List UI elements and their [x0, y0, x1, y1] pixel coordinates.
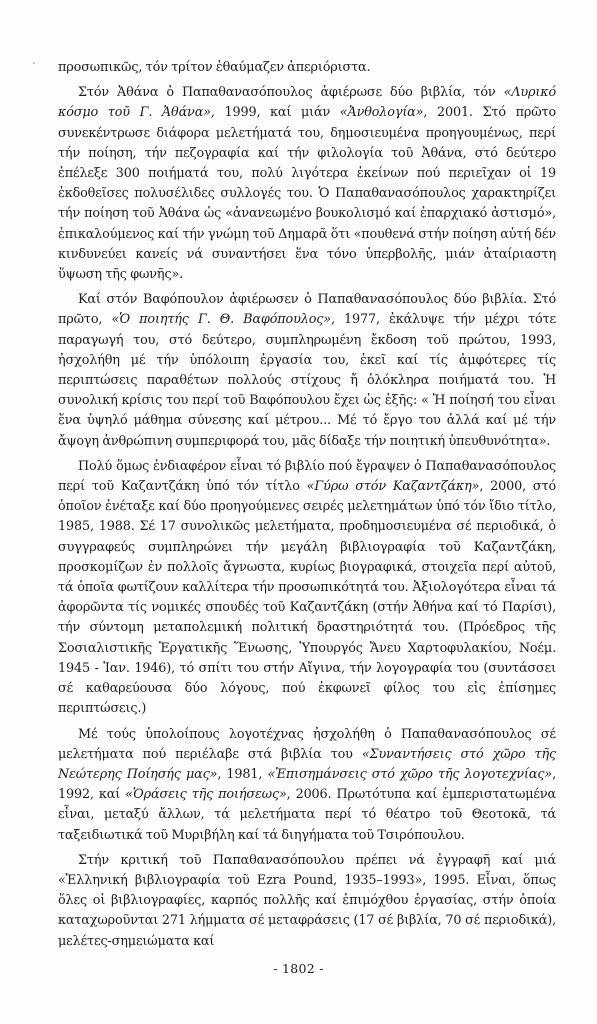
- page-number: - 1802 -: [273, 961, 324, 976]
- book-title: «Ἀνθολογία»: [339, 105, 424, 121]
- book-title: «Ὁράσεις τῆς ποιήσεως»: [125, 787, 287, 803]
- paragraph-1: προσωπικῶς, τόν τρίτον ἐθαύμαζεν ἀπεριόριστα.: [58, 60, 371, 75]
- body-text: [58, 58, 556, 957]
- book-title: «Γύρω στόν Καζαντζάκη»: [306, 479, 480, 495]
- book-title: «Λυρικό κόσμο τοῦ Γ. Ἀθάνα»: [58, 85, 556, 121]
- scan-speck: [33, 62, 35, 64]
- paragraph-5: Μέ τούς ὑπολοίπους λογοτέχνας ἠσχολήθη ὁ Παπαθανασόπουλος σέ μελετήματα πού περιέλαβε στά βιβλία του «Συναντήσεις στό χῶρο τῆς Νεώτερης Ποίησής μας», 1981, «Ἐπισημάνσεις στό χῶρο τῆς λογοτεχνίας», 1992, καί «Ὁράσεις τῆς ποιήσεως», 2006. Πρωτότυπα καί ἐμπεριστατωμένα εἶναι, μεταξύ ἄλλων, τά μελετήματα περί τό θέατρο τοῦ Θεοτοκᾶ, τά ταξειδιωτικά τοῦ Μυριβήλη καί τά διηγήματα τοῦ Τσιρόπουλου.: [58, 726, 556, 843]
- paragraph-6: Στήν κριτική τοῦ Παπαθανασόπουλου πρέπει νά ἐγγραφῆ καί μιά «Ἑλληνική βιβλιογραφία τοῦ Ezra Pound, 1935–1993», 1995. Εἶναι, ὅπως ὅλες οἱ βιβλιογραφίες, καρπός πολλῆς καί ἐπιμόχθου ἐργασίας, στήν ὁποία καταχωροῦνται 271 λήμματα σέ μεταφράσεις (17 σέ βιβλία, 70 σέ περιοδικά), μελέτες-σημειώματα καί: [58, 852, 556, 949]
- book-title: «Ὁ ποιητής Γ. Θ. Βαφόπουλος»: [111, 312, 331, 328]
- paragraph-3: Καί στόν Βαφόπουλον ἀφιέρωσεν ὁ Παπαθανασόπουλος δύο βιβλία. Στό πρῶτο, «Ὁ ποιητής Γ. Θ. Βαφόπουλος», 1977, ἐκάλυψε τήν μέχρι τότε παραγωγή του, στό δεύτερο, συμπληρωμένη ἔκδοση τοῦ πρώτου, 1993, ἠσχολήθη μέ τήν ὑπόλοιπη ἐργασία του, ἐκεῖ καί τίς ἀμφότερες τίς περιπτώσεις παραθέτων πολλούς στίχους ἤ ὁλόκληρα ποιήματά του. Ἡ συνολική κρίσις του περί τοῦ Βαφόπουλου ἔχει ὡς ἑξῆς: « Ἡ ποίησή του εἶναι ἕνα ὑψηλό μάθημα σύνεσης καί μέτρου... Μέ τό ἔργο του ἀλλά καί μέ τήν ἄψογη ἀνθρώπινη συμπεριφορά του, μᾶς δίδαξε τήν ποιητική ὑπευθυνότητα».: [58, 292, 556, 449]
- book-title: «Ἐπισημάνσεις στό χῶρο τῆς λογοτεχνίας»: [267, 766, 553, 782]
- paragraph-2: Στόν Ἀθάνα ὁ Παπαθανασόπουλος ἀφιέρωσε δύο βιβλία, τόν «Λυρικό κόσμο τοῦ Γ. Ἀθάνα», 1999, καί μιάν «Ἀνθολογία», 2001. Στό πρῶτο συνεκέντρωσε διάφορα μελετήματά του, δημοσιευμένα προηγουμένως, περί τήν ποίηση, τήν πεζογραφία καί τήν φιλολογία τοῦ Ἀθάνα, στό δεύτερο ἐπέλεξε 300 ποιήματά του, πολύ λιγότερα ἐκείνων πού περιεῖχαν οἱ 19 ἐκδοθεῖσες πολυσέλιδες συλλογές του. Ὁ Παπαθανασόπουλος χαρακτηρίζει τήν ποίηση τοῦ Ἀθάνα ὡς «ἀνανεωμένο βουκολισμό καί ἐπαρχιακό ἀστισμό», ἐπικαλούμενος καί τήν γνώμη τοῦ Δημαρᾶ ὅτι «πουθενά στήν ποίηση αὐτή δέν κινδυνεύει κανείς νά συναντήσει ἕνα τόνο ὑπερβολῆς, μιάν ἀταίριαστη ὕψωση τῆς φωνῆς».: [58, 85, 557, 283]
- paragraph-4: Πολύ ὅμως ἐνδιαφέρον εἶναι τό βιβλίο πού ἔγραψεν ὁ Παπαθανασόπουλος περί τοῦ Καζαντζάκη ὑπό τόν τίτλο «Γύρω στόν Καζαντζάκη», 2000, στό ὁποῖον ἐνέταξε καί δύο προηγούμενες σειρές μελετημάτων ὑπό τόν ἴδιο τίτλο, 1985, 1988. Σέ 17 συνολικῶς μελετήματα, προδημοσιευμένα σέ περιοδικά, ὁ συγγραφεύς συμπληρώνει τήν μεγάλη βιβλιογραφία τοῦ Καζαντζάκη, προσκομίζων ἐν πολλοῖς ἄγνωστα, κυρίως βιογραφικά, στοιχεῖα περί αὐτοῦ, τά ὁποῖα φωτίζουν καλλίτερα τήν προσωπικότητά του. Ἀξιολογότερα εἶναι τά ἀφορῶντα τίς νομικές σπουδές τοῦ Καζαντζάκη (στήν Ἀθήνα καί τό Παρίσι), τήν σύντομη μεταπολεμική πολιτική δραστηριότητά του. (Πρόεδρος τῆς Σοσιαλιστικῆς Ἑργατικῆς Ἕνωσης, Ὑπουργός Ἄνευ Χαρτοφυλακίου, Νοέμ. 1945 - Ἰαν. 1946), τό σπίτι του στήν Αἴγινα, τήν λογογραφία του (συντάσσει σέ καθαρεύουσα δύο λόγους, πού ἐκφωνεῖ φίλος του εἰς ἐπίσημες περιπτώσεις.): [58, 458, 556, 717]
- book-title: «Συναντήσεις στό χῶρο τῆς Νεώτερης Ποίησής μας»: [58, 746, 556, 782]
